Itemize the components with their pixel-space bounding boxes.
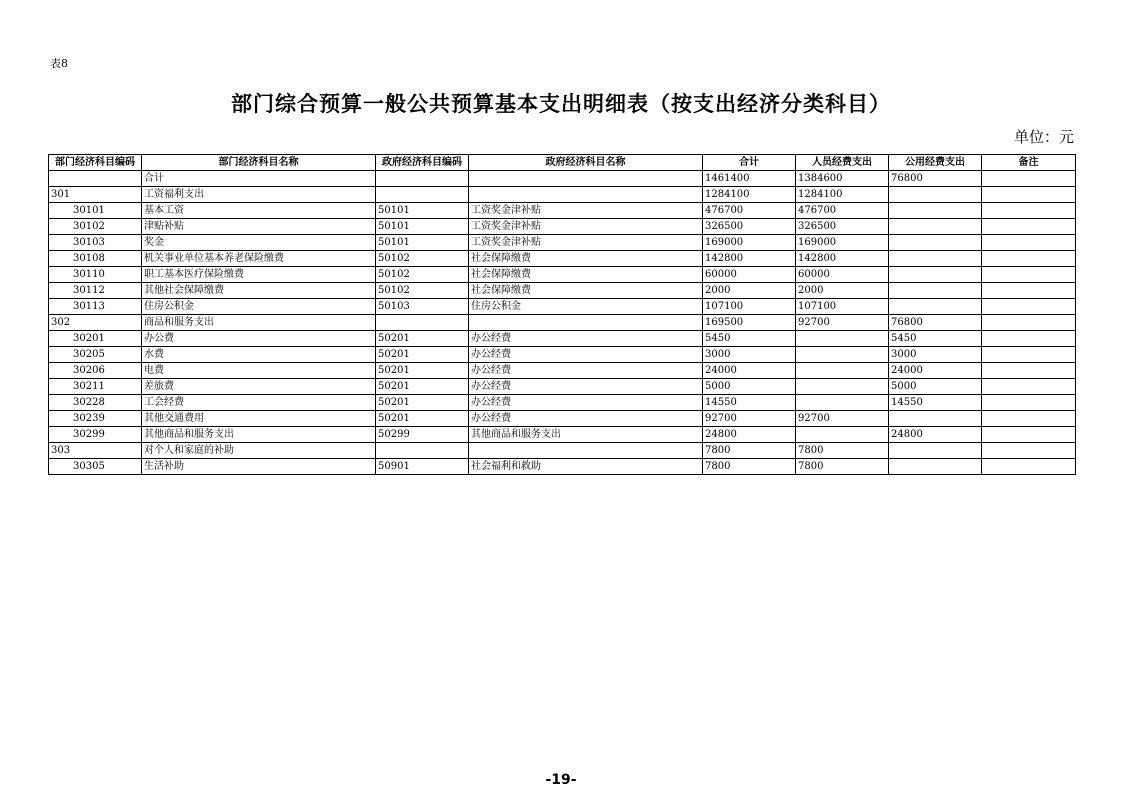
total-amount-cell: 24000	[703, 363, 796, 379]
table-number: 表8	[50, 57, 68, 70]
dept-econ-name-cell: 职工基本医疗保险缴费	[142, 267, 376, 283]
dept-econ-code-cell: 30102	[49, 219, 142, 235]
remark-cell	[982, 219, 1076, 235]
dept-econ-code-cell: 30228	[49, 395, 142, 411]
public-expense-cell	[889, 251, 982, 267]
gov-econ-code-cell: 50201	[376, 411, 469, 427]
table-row	[49, 235, 1076, 251]
remark-cell	[982, 283, 1076, 299]
public-expense-cell: 76800	[889, 315, 982, 331]
dept-econ-code-cell: 30201	[49, 331, 142, 347]
gov-econ-name-cell: 办公经费	[469, 411, 703, 427]
personnel-expense-cell: 1284100	[796, 187, 889, 203]
total-amount-cell: 3000	[703, 347, 796, 363]
total-amount-cell: 7800	[703, 443, 796, 459]
dept-econ-name-cell: 合计	[142, 171, 376, 187]
budget-table	[48, 154, 1076, 475]
table-row	[49, 395, 1076, 411]
remark-cell	[982, 315, 1076, 331]
gov-econ-name-cell: 工资奖金津补贴	[469, 235, 703, 251]
dept-econ-code-cell: 30206	[49, 363, 142, 379]
public-expense-cell: 3000	[889, 347, 982, 363]
remark-cell	[982, 187, 1076, 203]
dept-econ-name-cell: 津贴补贴	[142, 219, 376, 235]
public-expense-cell	[889, 411, 982, 427]
remark-cell	[982, 331, 1076, 347]
table-row	[49, 411, 1076, 427]
personnel-expense-cell	[796, 363, 889, 379]
personnel-expense-cell	[796, 331, 889, 347]
total-amount-cell: 2000	[703, 283, 796, 299]
table-row	[49, 187, 1076, 203]
table-row	[49, 427, 1076, 443]
total-amount-cell: 169500	[703, 315, 796, 331]
dept-econ-name-cell: 商品和服务支出	[142, 315, 376, 331]
column-header: 部门经济科目编码	[49, 155, 142, 171]
dept-econ-name-cell: 工会经费	[142, 395, 376, 411]
column-header: 政府经济科目编码	[376, 155, 469, 171]
total-amount-cell: 1461400	[703, 171, 796, 187]
gov-econ-code-cell: 50901	[376, 459, 469, 475]
personnel-expense-cell	[796, 395, 889, 411]
gov-econ-name-cell	[469, 171, 703, 187]
total-amount-cell: 60000	[703, 267, 796, 283]
dept-econ-code-cell	[49, 171, 142, 187]
table-row	[49, 459, 1076, 475]
gov-econ-code-cell: 50201	[376, 379, 469, 395]
remark-cell	[982, 411, 1076, 427]
gov-econ-code-cell: 50101	[376, 203, 469, 219]
dept-econ-code-cell: 30103	[49, 235, 142, 251]
dept-econ-name-cell: 基本工资	[142, 203, 376, 219]
total-amount-cell: 476700	[703, 203, 796, 219]
total-amount-cell: 14550	[703, 395, 796, 411]
remark-cell	[982, 459, 1076, 475]
dept-econ-code-cell: 30112	[49, 283, 142, 299]
gov-econ-code-cell: 50201	[376, 331, 469, 347]
public-expense-cell: 5450	[889, 331, 982, 347]
dept-econ-name-cell: 奖金	[142, 235, 376, 251]
table-row	[49, 363, 1076, 379]
remark-cell	[982, 171, 1076, 187]
personnel-expense-cell: 142800	[796, 251, 889, 267]
dept-econ-code-cell: 30305	[49, 459, 142, 475]
public-expense-cell	[889, 299, 982, 315]
gov-econ-code-cell: 50201	[376, 363, 469, 379]
dept-econ-name-cell: 其他商品和服务支出	[142, 427, 376, 443]
gov-econ-name-cell: 其他商品和服务支出	[469, 427, 703, 443]
total-amount-cell: 5000	[703, 379, 796, 395]
dept-econ-code-cell: 30211	[49, 379, 142, 395]
gov-econ-code-cell: 50102	[376, 251, 469, 267]
table-row	[49, 379, 1076, 395]
remark-cell	[982, 395, 1076, 411]
column-header: 部门经济科目名称	[142, 155, 376, 171]
table-row	[49, 315, 1076, 331]
public-expense-cell: 24000	[889, 363, 982, 379]
total-amount-cell: 1284100	[703, 187, 796, 203]
table-row	[49, 347, 1076, 363]
dept-econ-code-cell: 30101	[49, 203, 142, 219]
total-amount-cell: 142800	[703, 251, 796, 267]
total-amount-cell: 24800	[703, 427, 796, 443]
public-expense-cell	[889, 267, 982, 283]
gov-econ-code-cell: 50299	[376, 427, 469, 443]
public-expense-cell	[889, 283, 982, 299]
gov-econ-name-cell: 办公经费	[469, 379, 703, 395]
gov-econ-name-cell: 住房公积金	[469, 299, 703, 315]
dept-econ-code-cell: 301	[49, 187, 142, 203]
remark-cell	[982, 427, 1076, 443]
gov-econ-name-cell: 社会保障缴费	[469, 267, 703, 283]
public-expense-cell	[889, 235, 982, 251]
public-expense-cell: 24800	[889, 427, 982, 443]
remark-cell	[982, 347, 1076, 363]
table-row	[49, 331, 1076, 347]
gov-econ-code-cell: 50102	[376, 267, 469, 283]
public-expense-cell: 14550	[889, 395, 982, 411]
column-header: 备注	[982, 155, 1076, 171]
gov-econ-name-cell: 办公经费	[469, 363, 703, 379]
page-number: -19-	[545, 772, 577, 788]
public-expense-cell: 76800	[889, 171, 982, 187]
remark-cell	[982, 299, 1076, 315]
gov-econ-code-cell	[376, 443, 469, 459]
personnel-expense-cell: 476700	[796, 203, 889, 219]
dept-econ-name-cell: 其他社会保障缴费	[142, 283, 376, 299]
dept-econ-name-cell: 办公费	[142, 331, 376, 347]
public-expense-cell	[889, 187, 982, 203]
gov-econ-code-cell: 50101	[376, 219, 469, 235]
gov-econ-code-cell	[376, 315, 469, 331]
personnel-expense-cell: 92700	[796, 411, 889, 427]
public-expense-cell	[889, 443, 982, 459]
table-row	[49, 251, 1076, 267]
total-amount-cell: 92700	[703, 411, 796, 427]
gov-econ-code-cell: 50201	[376, 395, 469, 411]
remark-cell	[982, 203, 1076, 219]
table-row	[49, 443, 1076, 459]
column-header: 政府经济科目名称	[469, 155, 703, 171]
personnel-expense-cell	[796, 347, 889, 363]
column-header: 人员经费支出	[796, 155, 889, 171]
total-amount-cell: 326500	[703, 219, 796, 235]
remark-cell	[982, 235, 1076, 251]
gov-econ-name-cell	[469, 315, 703, 331]
dept-econ-code-cell: 303	[49, 443, 142, 459]
dept-econ-code-cell: 302	[49, 315, 142, 331]
dept-econ-name-cell: 工资福利支出	[142, 187, 376, 203]
table-row	[49, 203, 1076, 219]
remark-cell	[982, 363, 1076, 379]
table-row	[49, 219, 1076, 235]
gov-econ-name-cell: 办公经费	[469, 395, 703, 411]
table-header-row	[49, 155, 1076, 171]
dept-econ-name-cell: 水费	[142, 347, 376, 363]
gov-econ-name-cell: 社会保障缴费	[469, 283, 703, 299]
dept-econ-code-cell: 30239	[49, 411, 142, 427]
total-amount-cell: 5450	[703, 331, 796, 347]
personnel-expense-cell: 107100	[796, 299, 889, 315]
personnel-expense-cell: 2000	[796, 283, 889, 299]
gov-econ-code-cell: 50101	[376, 235, 469, 251]
remark-cell	[982, 267, 1076, 283]
dept-econ-name-cell: 其他交通费用	[142, 411, 376, 427]
gov-econ-code-cell	[376, 171, 469, 187]
gov-econ-name-cell	[469, 443, 703, 459]
public-expense-cell: 5000	[889, 379, 982, 395]
dept-econ-code-cell: 30108	[49, 251, 142, 267]
page-title: 部门综合预算一般公共预算基本支出明细表（按支出经济分类科目）	[231, 92, 891, 116]
gov-econ-name-cell: 社会保障缴费	[469, 251, 703, 267]
gov-econ-name-cell: 办公经费	[469, 331, 703, 347]
table-row	[49, 267, 1076, 283]
personnel-expense-cell: 60000	[796, 267, 889, 283]
dept-econ-name-cell: 差旅费	[142, 379, 376, 395]
remark-cell	[982, 379, 1076, 395]
gov-econ-code-cell	[376, 187, 469, 203]
unit-label: 单位：元	[1013, 128, 1074, 146]
dept-econ-name-cell: 生活补助	[142, 459, 376, 475]
remark-cell	[982, 443, 1076, 459]
total-amount-cell: 169000	[703, 235, 796, 251]
table-row	[49, 283, 1076, 299]
gov-econ-name-cell: 社会福利和救助	[469, 459, 703, 475]
gov-econ-code-cell: 50103	[376, 299, 469, 315]
column-header: 公用经费支出	[889, 155, 982, 171]
personnel-expense-cell: 7800	[796, 443, 889, 459]
dept-econ-code-cell: 30205	[49, 347, 142, 363]
remark-cell	[982, 251, 1076, 267]
public-expense-cell	[889, 459, 982, 475]
dept-econ-name-cell: 对个人和家庭的补助	[142, 443, 376, 459]
personnel-expense-cell	[796, 379, 889, 395]
public-expense-cell	[889, 219, 982, 235]
table-row	[49, 171, 1076, 187]
total-amount-cell: 107100	[703, 299, 796, 315]
personnel-expense-cell: 169000	[796, 235, 889, 251]
gov-econ-name-cell: 工资奖金津补贴	[469, 203, 703, 219]
dept-econ-name-cell: 电费	[142, 363, 376, 379]
gov-econ-name-cell	[469, 187, 703, 203]
dept-econ-code-cell: 30299	[49, 427, 142, 443]
personnel-expense-cell: 7800	[796, 459, 889, 475]
dept-econ-name-cell: 住房公积金	[142, 299, 376, 315]
gov-econ-name-cell: 工资奖金津补贴	[469, 219, 703, 235]
dept-econ-code-cell: 30113	[49, 299, 142, 315]
table-body	[49, 171, 1076, 475]
dept-econ-code-cell: 30110	[49, 267, 142, 283]
table-row	[49, 299, 1076, 315]
gov-econ-code-cell: 50102	[376, 283, 469, 299]
personnel-expense-cell: 92700	[796, 315, 889, 331]
personnel-expense-cell: 326500	[796, 219, 889, 235]
column-header: 合计	[703, 155, 796, 171]
personnel-expense-cell: 1384600	[796, 171, 889, 187]
public-expense-cell	[889, 203, 982, 219]
gov-econ-name-cell: 办公经费	[469, 347, 703, 363]
gov-econ-code-cell: 50201	[376, 347, 469, 363]
dept-econ-name-cell: 机关事业单位基本养老保险缴费	[142, 251, 376, 267]
personnel-expense-cell	[796, 427, 889, 443]
total-amount-cell: 7800	[703, 459, 796, 475]
